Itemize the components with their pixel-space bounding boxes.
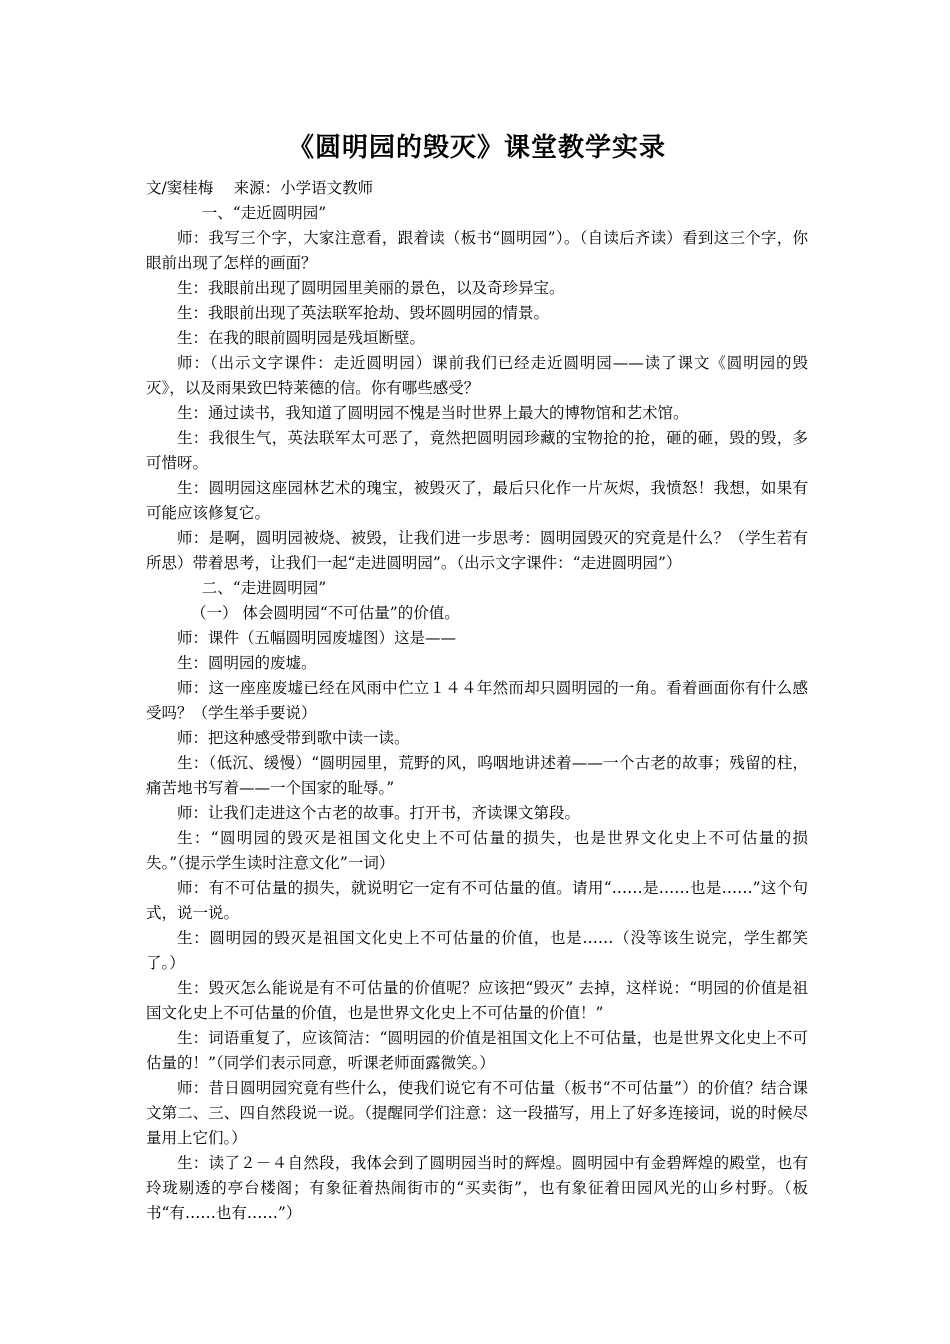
paragraph: 生：我眼前出现了英法联军抢劫、毁坏圆明园的情景。 (177, 304, 550, 322)
paragraph: 师：把这种感受带到歌中读一读。 (177, 729, 410, 747)
section-heading: 二、“走进圆明园” (201, 579, 327, 597)
paragraph: 师：让我们走进这个古老的故事。打开书，齐读课文第段。 (177, 804, 581, 822)
paragraph: 师：有不可估量的损失，就说明它一定有不可估量的值。请用“……是……也是……”这个句式，说一说。 (146, 879, 808, 922)
paragraph: 生：通过读书，我知道了圆明园不愧是当时世界上最大的博物馆和艺术馆。 (177, 404, 689, 422)
paragraph: 生：在我的眼前圆明园是残垣断壁。 (177, 329, 426, 347)
document-title: 《圆明园的毁灭》课堂教学实录 (287, 133, 666, 163)
paragraph: 生：我很生气，英法联军太可恶了，竟然把圆明园珍藏的宝物抢的抢，砸的砸，毁的毁，多可惜呀。 (146, 429, 808, 472)
paragraph: 生：圆明园的毁灭是祖国文化史上不可估量的价值，也是……（没等该生说完，学生都笑了。） (146, 929, 808, 972)
section-heading: 一、“走近圆明园” (201, 204, 327, 222)
subsection-heading: （一） 体会圆明园“不可估量”的价值。 (190, 604, 460, 622)
paragraph: 师：我写三个字，大家注意看，跟着读（板书“圆明园”）。（自读后齐读）看到这三个字，你眼前出现了怎样的画面？ (146, 229, 808, 272)
paragraph: 生：毁灭怎么能说是有不可估量的价值呢？应该把“毁灭” 去掉，这样说：“明园的价值是祖国文化史上不可估量的价值，也是世界文化史上不可估量的价值！” (146, 979, 808, 1022)
byline: 文/窦桂梅 来源：小学语文教师 (146, 179, 374, 197)
paragraph: 生：（低沉、缓慢）“圆明园里，荒野的风，呜咽地讲述着——一个古老的故事；残留的柱，痛苦地书写着——一个国家的耻辱。” (146, 754, 808, 797)
paragraph: 生：读了２－４自然段，我体会到了圆明园当时的辉煌。圆明园中有金碧辉煌的殿堂，也有玲珑剔透的亭台楼阁；有象征着热闹街市的“买卖街”，也有象征着田园风光的山乡村野。（板书“有……也有……”） (146, 1154, 808, 1222)
paragraph: 师：课件（五幅圆明园废墟图）这是—— (177, 629, 457, 647)
paragraph: 生：圆明园这座园林艺术的瑰宝，被毁灭了，最后只化作一片灰烬，我愤怒！我想，如果有可能应该修复它。 (146, 479, 808, 522)
paragraph: 师：是啊，圆明园被烧、被毁，让我们进一步思考：圆明园毁灭的究竟是什么？（学生若有所思）带着思考，让我们一起“走进圆明园”。（出示文字课件：“走进圆明园”） (146, 529, 808, 572)
paragraph: 生：圆明园的废墟。 (177, 654, 317, 672)
paragraph: 师：昔日圆明园究竟有些什么，使我们说它有不可估量（板书“不可估量”）的价值？结合课文第二、三、四自然段说一说。（提醒同学们注意：这一段描写，用上了好多连接词，说的时候尽量用上它们。） (146, 1079, 808, 1147)
paragraph: 师：（出示文字课件：走近圆明园）课前我们已经走近圆明园——读了课文《圆明园的毁灭》，以及雨果致巴特莱德的信。你有哪些感受？ (146, 354, 808, 397)
document-page (146, 128, 808, 1226)
paragraph: 师：这一座座废墟已经在风雨中伫立１４４年然而却只圆明园的一角。看着画面你有什么感受吗？（学生举手要说） (146, 679, 808, 722)
document-body (146, 201, 808, 1226)
paragraph: 生：词语重复了，应该简洁：“圆明园的价值是祖国文化上不可估量，也是世界文化史上不可估量的！”（同学们表示同意，听课老师面露微笑。） (146, 1029, 808, 1072)
paragraph: 生：“圆明园的毁灭是祖国文化史上不可估量的损失，也是世界文化史上不可估量的损失。”（提示学生读时注意文化”一词） (146, 829, 808, 872)
paragraph: 生：我眼前出现了圆明园里美丽的景色，以及奇珍异宝。 (177, 279, 565, 297)
